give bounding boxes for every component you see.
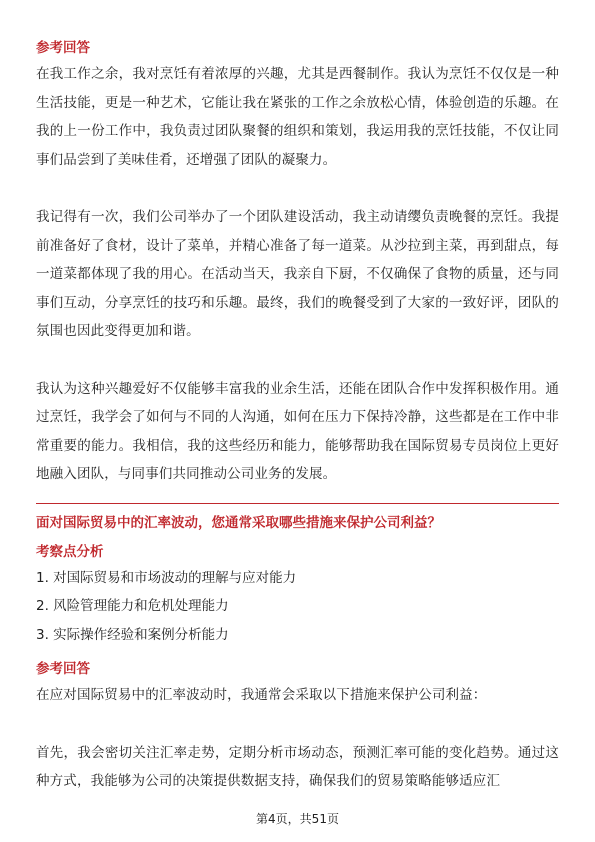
section-divider	[36, 503, 559, 504]
interview-question: 面对国际贸易中的汇率波动，您通常采取哪些措施来保护公司利益？	[36, 514, 441, 531]
analysis-heading: 考察点分析	[36, 543, 104, 560]
page-number: 第4页，共51页	[256, 812, 339, 826]
answer-heading: 参考回答	[36, 40, 90, 56]
paragraph-gap	[36, 346, 559, 375]
answer-paragraph: 首先，我会密切关注汇率走势，定期分析市场动态，预测汇率可能的变化趋势。通过这种方式，我能够为公司的决策提供数据支持，确保我们的贸易策略能够适应汇	[36, 744, 559, 789]
analysis-point: 3. 实际操作经验和案例分析能力	[36, 626, 229, 643]
answer-heading: 参考回答	[36, 661, 90, 677]
analysis-point: 1. 对国际贸易和市场波动的理解与应对能力	[36, 569, 297, 586]
analysis-points	[36, 564, 559, 650]
answer-paragraph: 我记得有一次，我们公司举办了一个团队建设活动，我主动请缨负责晚餐的烹饪。我提前准备好了食材，设计了菜单，并精心准备了每一道菜。从沙拉到主菜，再到甜点，每一道菜都体现了我的用心。在活动当天，我亲自下厨，不仅确保了食物的质量，还与同事们互动，分享烹饪的技巧和乐趣。最终，我们的晚餐受到了大家的一致好评，团队的氛围也因此变得更加和谐。	[36, 209, 559, 339]
analysis-point: 2. 风险管理能力和危机处理能力	[36, 598, 229, 614]
paragraph-gap	[36, 710, 559, 739]
paragraph-gap	[36, 174, 559, 203]
document-content	[36, 38, 559, 796]
answer-paragraph: 我认为这种兴趣爱好不仅能够丰富我的业余生活，还能在团队合作中发挥积极作用。通过烹饪，我学会了如何与不同的人沟通，如何在压力下保持冷静，这些都是在工作中非常重要的能力。我相信，我的这些经历和能力，能够帮助我在国际贸易专员岗位上更好地融入团队，与同事们共同推动公司业务的发展。	[36, 380, 559, 482]
answer-paragraph: 在应对国际贸易中的汇率波动时，我通常会采取以下措施来保护公司利益：	[36, 687, 487, 703]
answer-paragraph: 在我工作之余，我对烹饪有着浓厚的兴趣，尤其是西餐制作。我认为烹饪不仅仅是一种生活技能，更是一种艺术，它能让我在紧张的工作之余放松心情，体验创造的乐趣。在我的上一份工作中，我负责过团队聚餐的组织和策划，我运用我的烹饪技能，不仅让同事们品尝到了美味佳肴，还增强了团队的凝聚力。	[36, 66, 559, 168]
